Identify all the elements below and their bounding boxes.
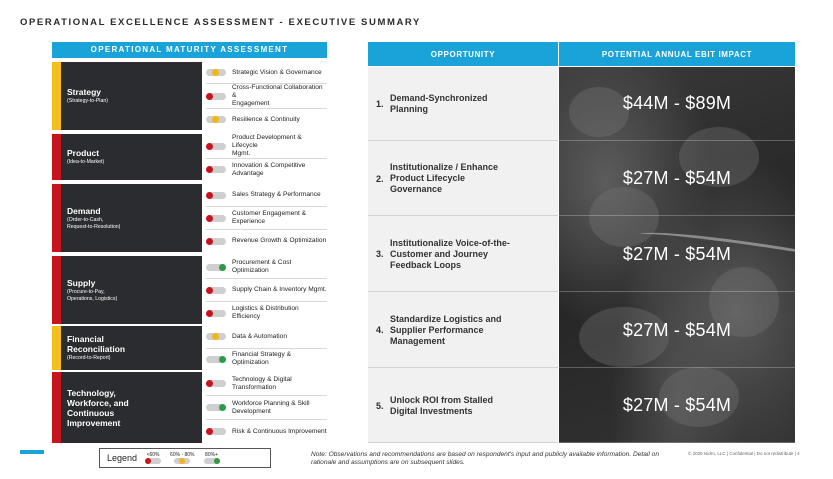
impact-value: $44M - $89M: [559, 67, 795, 141]
maturity-item: [206, 159, 327, 180]
legend-entry-label: <60%: [146, 452, 160, 458]
group-color-bar: [52, 184, 61, 252]
maturity-group: [52, 326, 327, 370]
group-color-bar: [52, 256, 61, 324]
yellow-status-dot: [212, 69, 219, 76]
opportunity-number: 4.: [376, 325, 384, 335]
red-status-dot: [206, 428, 213, 435]
opportunity-row: [368, 293, 558, 368]
category-subtitle: (Procure-to-Pay, Operations, Logistics): [67, 289, 118, 302]
maturity-item-label: Strategic Vision & Governance: [232, 68, 322, 76]
opportunity-number: 2.: [376, 173, 384, 184]
category-items: [206, 326, 327, 370]
maturity-group: [52, 372, 327, 443]
maturity-item-label: Resilience & Continuity: [232, 115, 300, 123]
maturity-group: [52, 256, 327, 324]
maturity-item: [206, 420, 327, 443]
status-indicator: [206, 143, 226, 150]
impact-value: $27M - $54M: [559, 293, 795, 368]
group-color-bar: [52, 134, 61, 180]
category-subtitle: (Strategy-to-Plan): [67, 98, 108, 105]
status-indicator: [206, 333, 226, 340]
opportunity-column: [368, 67, 558, 443]
group-color-bar: [52, 372, 61, 443]
maturity-item-label: Data & Automation: [232, 332, 287, 340]
status-indicator: [206, 192, 226, 199]
category-block: [61, 326, 202, 370]
maturity-item: [206, 302, 327, 324]
legend-entry: [204, 452, 220, 464]
legend-label: Legend: [107, 453, 138, 463]
red-status-dot: [145, 458, 151, 464]
maturity-item: [206, 326, 327, 349]
opportunity-column-header: OPPORTUNITY: [368, 42, 558, 66]
opportunity-text: Institutionalize / Enhance Product Lifecycle Governance: [390, 162, 499, 194]
maturity-item-label: Financial Strategy & Optimization: [232, 351, 292, 367]
maturity-item-label: Risk & Continuous Improvement: [232, 427, 327, 435]
category-block: [61, 134, 202, 180]
opportunity-number: 5.: [376, 400, 384, 411]
category-items: [206, 256, 327, 324]
impact-column-header: POTENTIAL ANNUAL EBIT IMPACT: [559, 42, 795, 66]
maturity-item-label: Supply Chain & Inventory Mgmt.: [232, 286, 327, 293]
status-indicator: [206, 264, 226, 271]
maturity-item-label: Technology & Digital Transformation: [232, 375, 292, 391]
green-status-dot: [214, 458, 220, 464]
category-items: [206, 134, 327, 180]
red-status-dot: [206, 93, 213, 100]
maturity-item: [206, 62, 327, 84]
red-status-dot: [206, 143, 213, 150]
legend-entry-label: 80%+: [205, 452, 218, 458]
maturity-item-label: Innovation & Competitive Advantage: [232, 161, 306, 177]
maturity-item: [206, 279, 327, 302]
maturity-item-label: Customer Engagement & Experience: [232, 210, 307, 225]
status-indicator: [206, 428, 226, 435]
status-indicator: [206, 310, 226, 317]
impact-column: [559, 67, 795, 443]
opportunity-row: [368, 217, 558, 292]
opportunity-text: Unlock ROI from Stalled Digital Investments: [390, 394, 494, 416]
category-block: [61, 184, 202, 252]
yellow-status-dot: [212, 116, 219, 123]
status-indicator: [206, 404, 226, 411]
category-name: Strategy: [67, 87, 102, 98]
status-indicator: [206, 356, 226, 363]
opportunity-text: Institutionalize Voice-of-the- Customer and Journey Feedback Loops: [390, 237, 510, 270]
red-status-dot: [206, 166, 213, 173]
category-subtitle: (Order-to-Cash, Request-to-Resolution): [67, 217, 121, 230]
legend-entry-label: 60% - 80%: [170, 452, 195, 458]
maturity-item: [206, 230, 327, 252]
maturity-item: [206, 134, 327, 159]
status-indicator: [206, 116, 226, 123]
category-items: [206, 62, 327, 130]
status-indicator: [174, 458, 190, 464]
maturity-item: [206, 84, 327, 109]
opportunity-number: 1.: [376, 98, 384, 109]
maturity-item: [206, 184, 327, 207]
impact-value: $27M - $54M: [559, 142, 795, 216]
red-status-dot: [206, 215, 213, 222]
maturity-item: [206, 349, 327, 371]
red-status-dot: [206, 310, 213, 317]
category-name: Financial Reconciliation: [67, 334, 126, 355]
maturity-group: [52, 184, 327, 252]
opportunity-row: [368, 369, 558, 443]
green-status-dot: [219, 404, 226, 411]
status-indicator: [206, 287, 226, 294]
status-indicator: [145, 458, 161, 464]
opportunity-row: [368, 142, 558, 216]
yellow-status-dot: [212, 333, 219, 340]
legend-entry: [170, 452, 194, 464]
status-indicator: [206, 238, 226, 245]
status-indicator: [206, 215, 226, 222]
group-color-bar: [52, 62, 61, 130]
status-indicator: [206, 380, 226, 387]
maturity-item: [206, 256, 327, 279]
category-subtitle: (Record-to-Report): [67, 355, 111, 362]
maturity-item-label: Product Development & Lifecycle Mgmt.: [232, 134, 302, 157]
red-status-dot: [206, 192, 213, 199]
yellow-status-dot: [179, 458, 185, 464]
impact-value: $27M - $54M: [559, 369, 795, 443]
legend-entries: [145, 452, 228, 464]
category-block: [61, 256, 202, 324]
legend-entry: [145, 452, 161, 464]
maturity-item: [206, 396, 327, 420]
impact-value: $27M - $54M: [559, 217, 795, 292]
category-name: Technology, Workforce, and Continuous Improvement: [67, 387, 129, 428]
status-indicator: [204, 458, 220, 464]
category-items: [206, 184, 327, 252]
green-status-dot: [219, 264, 226, 271]
maturity-header: OPERATIONAL MATURITY ASSESSMENT: [52, 42, 327, 58]
category-name: Product: [67, 148, 100, 159]
maturity-item: [206, 109, 327, 130]
maturity-item-label: Sales Strategy & Performance: [232, 191, 321, 198]
maturity-item-label: Logistics & Distribution Efficiency: [232, 305, 299, 320]
legend: [99, 448, 271, 468]
category-items: [206, 372, 327, 443]
red-status-dot: [206, 287, 213, 294]
category-subtitle: (Idea-to-Market): [67, 159, 105, 166]
opportunity-text: Demand-Synchronized Planning: [390, 92, 488, 114]
category-name: Demand: [67, 206, 101, 216]
maturity-group: [52, 134, 327, 180]
accent-bar: [20, 450, 44, 454]
red-status-dot: [206, 238, 213, 245]
maturity-item-label: Cross-Functional Collaboration & Engagement: [232, 84, 323, 107]
maturity-item-label: Revenue Growth & Optimization: [232, 237, 327, 244]
maturity-group: [52, 62, 327, 130]
category-block: [61, 62, 202, 130]
status-indicator: [206, 93, 226, 100]
status-indicator: [206, 166, 226, 173]
status-indicator: [206, 69, 226, 76]
copyright: © 2025 Isidro, LLC | Confidential | Do not redistribute | 4: [688, 451, 800, 456]
maturity-item-label: Workforce Planning & Skill Development: [232, 399, 310, 415]
page-title: OPERATIONAL EXCELLENCE ASSESSMENT - EXECUTIVE SUMMARY: [20, 17, 421, 28]
footnote: Note: Observations and recommendations are based on respondent's input and publicly available information. Detail on rationale and assumptions are on subsequent slides.: [311, 451, 660, 466]
maturity-item: [206, 207, 327, 230]
category-name: Supply: [67, 278, 96, 288]
group-color-bar: [52, 326, 61, 370]
maturity-item-label: Procurement & Cost Optimization: [232, 259, 292, 274]
red-status-dot: [206, 380, 213, 387]
maturity-item: [206, 372, 327, 396]
opportunity-number: 3.: [376, 249, 384, 259]
category-block: [61, 372, 202, 443]
green-status-dot: [219, 356, 226, 363]
opportunity-row: [368, 67, 558, 141]
opportunity-text: Standardize Logistics and Supplier Performance Management: [390, 313, 502, 346]
